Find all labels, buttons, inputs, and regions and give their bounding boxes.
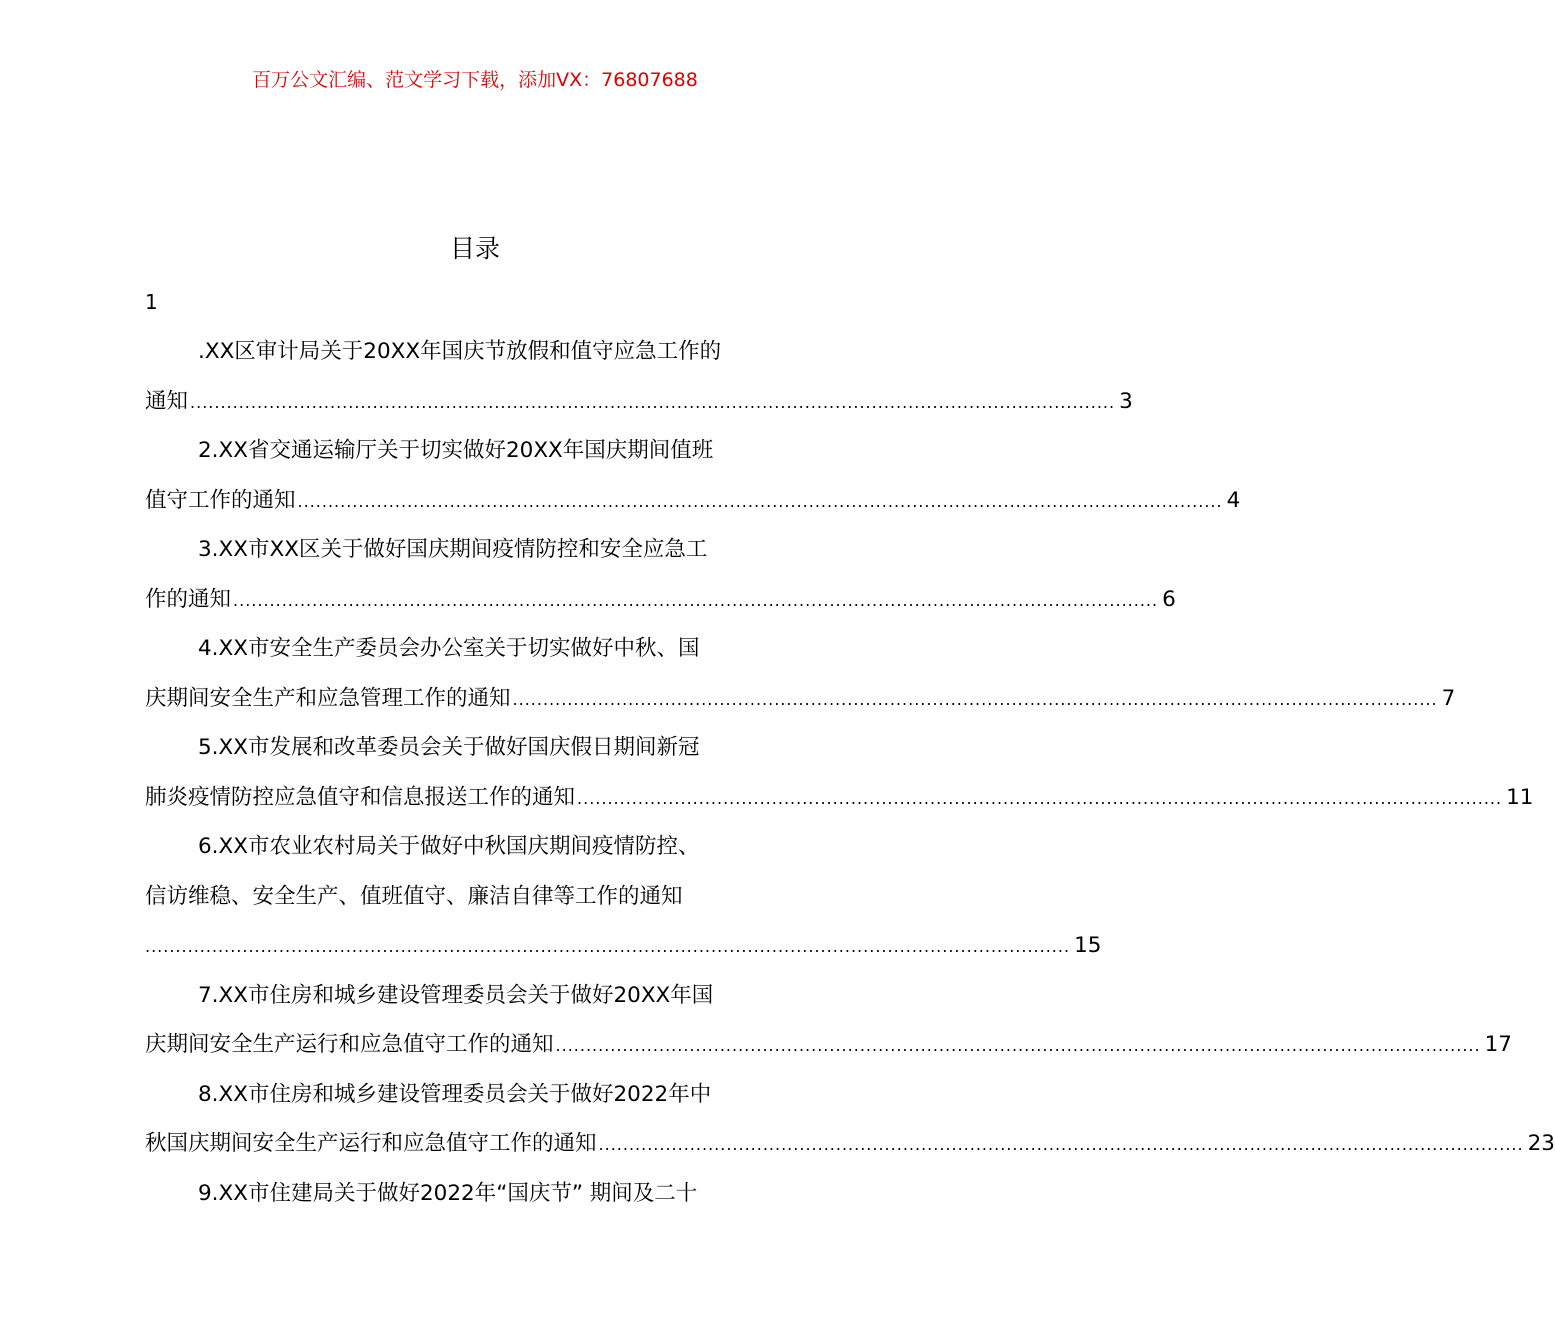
toc-number: 1 (145, 290, 158, 314)
toc-page-number: 15 (1074, 933, 1102, 958)
toc-entry-line1: 4.XX市安全生产委员会办公室关于切实做好中秋、国 (198, 636, 700, 661)
toc-entry-line2 (145, 773, 1534, 823)
toc-entry-text: 肺炎疫情防控应急值守和信息报送工作的通知 (145, 784, 576, 810)
toc-entry-line1: 6.XX市农业农村局关于做好中秋国庆期间疫情防控、 (198, 834, 700, 859)
toc-entry-line2 (145, 377, 1133, 427)
toc-entry-line3 (145, 921, 1102, 971)
toc-entry-line2 (145, 476, 1241, 526)
toc-page-number: 11 (1506, 784, 1534, 810)
toc-entry-line1: 2.XX省交通运输厅关于切实做好20XX年国庆期间值班 (198, 438, 714, 463)
toc-entry-line1: .XX区审计局关于20XX年国庆节放假和值守应急工作的 (198, 339, 722, 364)
toc-page-number: 7 (1441, 685, 1456, 711)
table-of-contents (145, 327, 1555, 1218)
dot-leader: ........................................................................................................................................................ (297, 491, 1223, 511)
toc-entry-line2 (145, 1119, 1555, 1169)
toc-entry[interactable] (145, 723, 1534, 822)
dot-leader: ........................................................................................................................................................ (145, 937, 1071, 956)
toc-page-number: 23 (1527, 1131, 1555, 1156)
toc-entry-text: 庆期间安全生产运行和应急值守工作的通知 (145, 1032, 554, 1057)
toc-entry[interactable] (145, 525, 1176, 624)
dot-leader: ........................................................................................................................................................ (233, 590, 1159, 610)
dot-leader: ........................................................................................................................................................ (598, 1135, 1524, 1154)
toc-entry-line2: 信访维稳、安全生产、值班值守、廉洁自律等工作的通知 (145, 883, 683, 909)
toc-entry-text: 值守工作的通知 (145, 487, 296, 513)
toc-entry-line1: 3.XX市XX区关于做好国庆期间疫情防控和安全应急工 (198, 537, 708, 562)
toc-title: 目录 (449, 234, 500, 263)
toc-page-number: 17 (1484, 1032, 1512, 1057)
dot-leader: ........................................................................................................................................................ (512, 689, 1438, 709)
toc-entry-line1: 8.XX市住房和城乡建设管理委员会关于做好2022年中 (198, 1081, 712, 1107)
toc-entry-line2 (145, 575, 1176, 625)
dot-leader: ........................................................................................................................................................ (555, 1036, 1481, 1055)
toc-page-number: 4 (1226, 487, 1241, 513)
toc-entry[interactable] (145, 327, 1133, 426)
toc-entry-line1: 9.XX市住建局关于做好2022年“国庆节” 期间及二十 (198, 1180, 698, 1206)
toc-entry[interactable] (145, 1169, 805, 1219)
toc-entry-line2 (145, 1020, 1512, 1070)
toc-entry-text: 通知 (145, 388, 189, 414)
toc-entry[interactable] (145, 624, 1456, 723)
toc-entry-line1: 7.XX市住房和城乡建设管理委员会关于做好20XX年国 (198, 982, 714, 1008)
toc-entry-text: 庆期间安全生产和应急管理工作的通知 (145, 685, 511, 711)
toc-entry[interactable] (145, 822, 1102, 971)
header-note: 百万公文汇编、范文学习下载，添加VX：76807688 (252, 69, 698, 91)
toc-entry[interactable] (145, 426, 1241, 525)
toc-entry-text: 作的通知 (145, 586, 232, 612)
dot-leader: ........................................................................................................................................................ (577, 788, 1503, 808)
toc-entry[interactable] (145, 1070, 1555, 1169)
toc-page-number: 6 (1162, 586, 1176, 612)
dot-leader: ........................................................................................................................................................ (190, 392, 1116, 412)
toc-entry-line2 (145, 674, 1456, 724)
toc-entry-text: 秋国庆期间安全生产运行和应急值守工作的通知 (145, 1131, 597, 1156)
toc-page-number: 3 (1119, 388, 1133, 414)
toc-entry-line1: 5.XX市发展和改革委员会关于做好国庆假日期间新冠 (198, 735, 700, 760)
toc-entry[interactable] (145, 971, 1512, 1070)
